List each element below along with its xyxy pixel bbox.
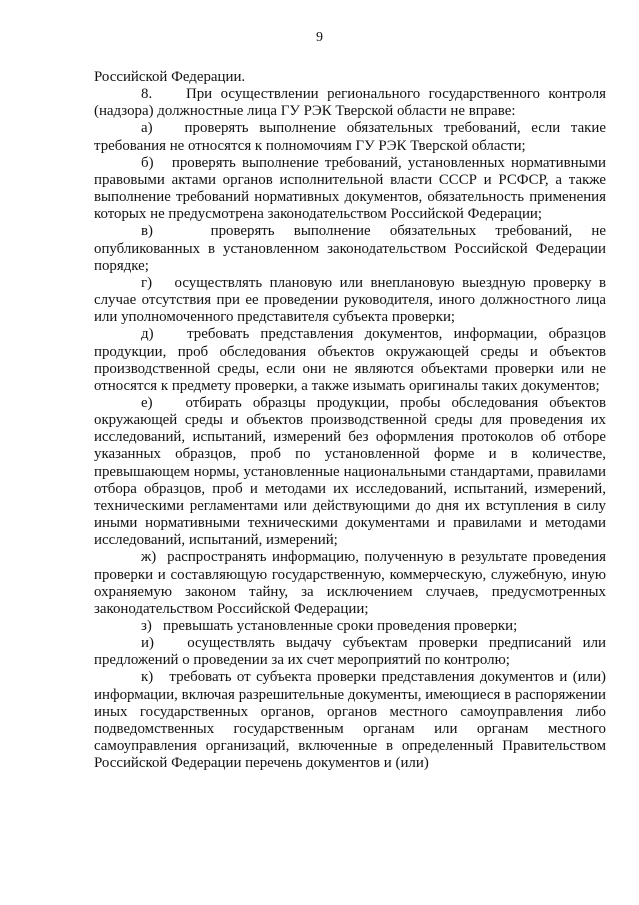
paragraph-subitem-e: е) отбирать образцы продукции, пробы обследования объектов окружающей среды и объектов производственной среды для проведения их исследований, испытаний, измерений без оформления протоколов об отборе указанных образцов, проб по установленной форме и в количестве, превышающем нормы, установленные национальными стандартами, правилами отбора образцов, проб и методами их исследований, испытаний, измерений, техническими регламентами или действующими до дня их вступления в силу иными нормативными техническими документами и правилами и методами исследований, испытаний, измерений; [94,394,606,549]
paragraph-subitem-a: а) проверять выполнение обязательных требований, если такие требования не относятся к полномочиям ГУ РЭК Тверской области; [94,120,606,154]
page-number: 9 [316,30,323,45]
paragraph-subitem-b: б) проверять выполнение требований, установленных нормативными правовыми актами органов исполнительной власти СССР и РСФСР, а также выполнение требований нормативных документов, обязательность применения которых не предусмотрена законодательством Российской Федерации; [94,154,606,223]
paragraph-item-8: 8. При осуществлении регионального государственного контроля (надзора) должностные лица ГУ РЭК Тверской области не вправе: [94,86,606,120]
paragraph-subitem-d: д) требовать представления документов, информации, образцов продукции, проб обследования объектов окружающей среды и объектов производственной среды, если они не являются объектами проверки или не относятся к предмету проверки, а также изымать оригиналы таких документов; [94,326,606,394]
document-body [94,69,606,772]
paragraph-subitem-k: к) требовать от субъекта проверки представления документов и (или) информации, включая разрешительные документы, имеющиеся в распоряжении иных государственных органов, органов местного самоуправления либо подведомственных государственным органам или органам местного самоуправления организаций, включенные в определенный Правительством Российской Федерации перечень документов и (или) [94,669,606,772]
paragraph-subitem-zh: ж) распространять информацию, полученную в результате проведения проверки и составляющую государственную, коммерческую, служебную, иную охраняемую законом тайну, за исключением случаев, предусмотренных законодательством Российской Федерации; [94,549,606,617]
paragraph-subitem-g: г) осуществлять плановую или внеплановую выездную проверку в случае отсутствия при ее проведении руководителя, иного должностного лица или уполномоченного представителя субъекта проверки; [94,274,606,326]
paragraph-subitem-v: в) проверять выполнение обязательных требований, не опубликованных в установленном законодательством Российской Федерации порядке; [94,223,606,274]
paragraph-continuation: Российской Федерации. [94,69,246,85]
paragraph-subitem-i: и) осуществлять выдачу субъектам проверки предписаний или предложений о проведении за их счет мероприятий по контролю; [94,635,606,669]
paragraph-subitem-z: з) превышать установленные сроки проведения проверки; [141,618,518,634]
